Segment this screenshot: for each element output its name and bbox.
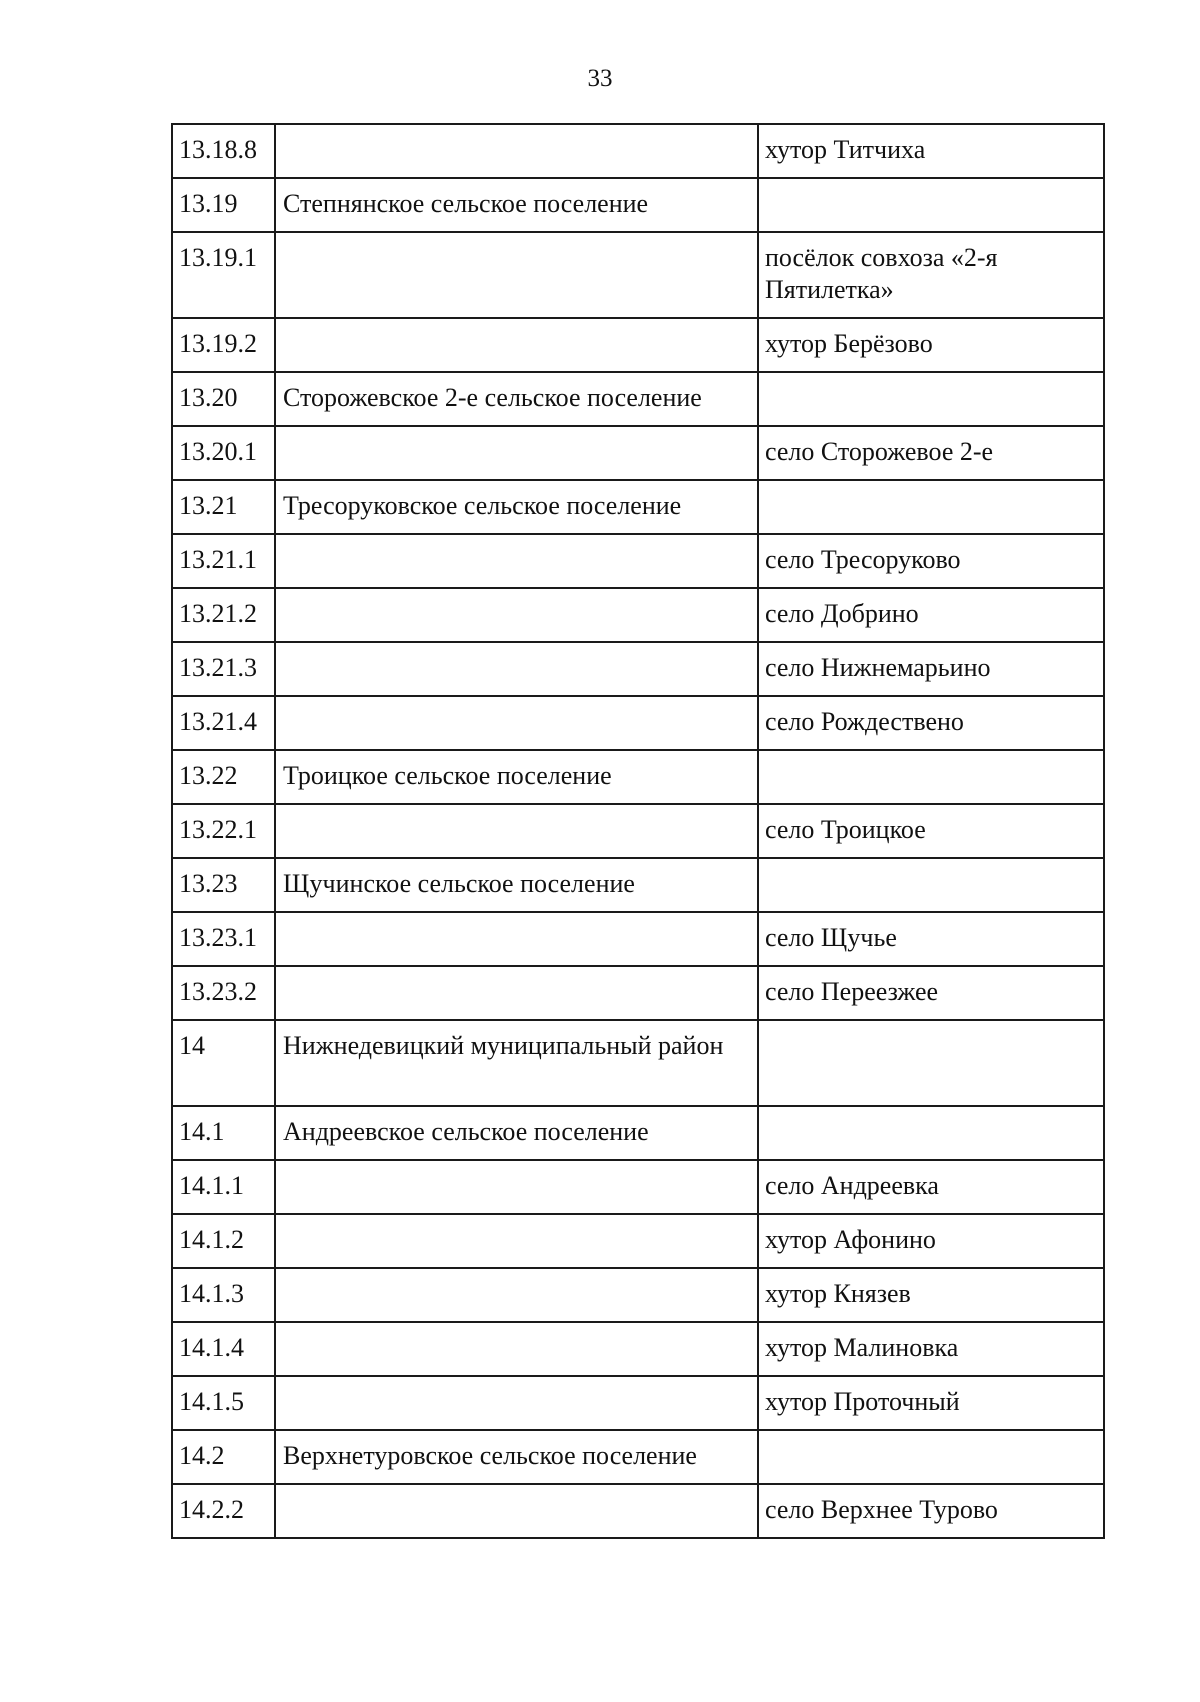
table-row <box>172 318 1104 372</box>
table-row <box>172 966 1104 1020</box>
settlement-cell <box>275 1376 758 1430</box>
locality-cell: село Тресоруково <box>758 534 1104 588</box>
locality-cell <box>758 178 1104 232</box>
settlement-cell: Сторожевское 2-е сельское поселение <box>275 372 758 426</box>
locality-cell: село Переезжее <box>758 966 1104 1020</box>
row-number-cell: 14.2.2 <box>172 1484 275 1538</box>
locality-cell <box>758 1020 1104 1106</box>
settlement-cell: Троицкое сельское поселение <box>275 750 758 804</box>
table-row <box>172 858 1104 912</box>
table-row <box>172 426 1104 480</box>
settlement-cell <box>275 318 758 372</box>
settlement-cell <box>275 804 758 858</box>
settlement-cell <box>275 124 758 178</box>
locality-cell <box>758 480 1104 534</box>
table-row <box>172 1268 1104 1322</box>
settlement-cell <box>275 1160 758 1214</box>
row-number-cell: 13.19.1 <box>172 232 275 318</box>
table-row <box>172 178 1104 232</box>
table-row <box>172 1106 1104 1160</box>
table-row <box>172 750 1104 804</box>
locality-cell: хутор Титчиха <box>758 124 1104 178</box>
settlement-cell <box>275 1322 758 1376</box>
settlement-cell: Щучинское сельское поселение <box>275 858 758 912</box>
settlement-cell <box>275 1214 758 1268</box>
row-number-cell: 14.1.3 <box>172 1268 275 1322</box>
settlement-cell <box>275 588 758 642</box>
table-row <box>172 912 1104 966</box>
settlement-cell: Тресоруковское сельское поселение <box>275 480 758 534</box>
row-number-cell: 13.21.1 <box>172 534 275 588</box>
settlement-cell: Нижнедевицкий муниципальный район <box>275 1020 758 1106</box>
locality-cell: хутор Берёзово <box>758 318 1104 372</box>
row-number-cell: 13.21 <box>172 480 275 534</box>
table-row <box>172 1430 1104 1484</box>
settlement-cell <box>275 534 758 588</box>
table-row <box>172 1020 1104 1106</box>
locality-cell: село Троицкое <box>758 804 1104 858</box>
row-number-cell: 14.1 <box>172 1106 275 1160</box>
table-row <box>172 804 1104 858</box>
row-number-cell: 14.1.4 <box>172 1322 275 1376</box>
table-row <box>172 480 1104 534</box>
row-number-cell: 14.1.2 <box>172 1214 275 1268</box>
table-row <box>172 232 1104 318</box>
row-number-cell: 13.22.1 <box>172 804 275 858</box>
page-number: 33 <box>587 65 613 92</box>
settlement-cell: Верхнетуровское сельское поселение <box>275 1430 758 1484</box>
locality-cell <box>758 750 1104 804</box>
table-row <box>172 696 1104 750</box>
table-row <box>172 1160 1104 1214</box>
locality-cell: посёлок совхоза «2-я Пятилетка» <box>758 232 1104 318</box>
locality-cell: хутор Афонино <box>758 1214 1104 1268</box>
row-number-cell: 14.1.5 <box>172 1376 275 1430</box>
locality-cell <box>758 1430 1104 1484</box>
settlement-cell <box>275 1268 758 1322</box>
table-row <box>172 1214 1104 1268</box>
row-number-cell: 13.19.2 <box>172 318 275 372</box>
table-row <box>172 124 1104 178</box>
row-number-cell: 13.19 <box>172 178 275 232</box>
settlement-cell: Степнянское сельское поселение <box>275 178 758 232</box>
row-number-cell: 13.22 <box>172 750 275 804</box>
locality-cell: село Щучье <box>758 912 1104 966</box>
settlements-table <box>171 123 1105 1539</box>
row-number-cell: 13.21.4 <box>172 696 275 750</box>
settlement-cell <box>275 912 758 966</box>
locality-cell: село Андреевка <box>758 1160 1104 1214</box>
row-number-cell: 13.23.2 <box>172 966 275 1020</box>
row-number-cell: 13.23 <box>172 858 275 912</box>
row-number-cell: 13.21.3 <box>172 642 275 696</box>
table-row <box>172 372 1104 426</box>
table-body <box>172 124 1104 1538</box>
table-row <box>172 1376 1104 1430</box>
settlement-cell: Андреевское сельское поселение <box>275 1106 758 1160</box>
settlement-cell <box>275 1484 758 1538</box>
locality-cell: село Рождествено <box>758 696 1104 750</box>
table-row <box>172 642 1104 696</box>
locality-cell: село Верхнее Турово <box>758 1484 1104 1538</box>
locality-cell <box>758 372 1104 426</box>
row-number-cell: 14.1.1 <box>172 1160 275 1214</box>
row-number-cell: 13.20.1 <box>172 426 275 480</box>
locality-cell <box>758 858 1104 912</box>
row-number-cell: 13.23.1 <box>172 912 275 966</box>
locality-cell: село Добрино <box>758 588 1104 642</box>
settlement-cell <box>275 966 758 1020</box>
locality-cell: хутор Князев <box>758 1268 1104 1322</box>
row-number-cell: 14.2 <box>172 1430 275 1484</box>
row-number-cell: 13.18.8 <box>172 124 275 178</box>
table-row <box>172 1322 1104 1376</box>
table-row <box>172 534 1104 588</box>
table-row <box>172 588 1104 642</box>
locality-cell <box>758 1106 1104 1160</box>
settlement-cell <box>275 642 758 696</box>
locality-cell: село Нижнемарьино <box>758 642 1104 696</box>
row-number-cell: 14 <box>172 1020 275 1106</box>
table-row <box>172 1484 1104 1538</box>
locality-cell: село Сторожевое 2-е <box>758 426 1104 480</box>
locality-cell: хутор Малиновка <box>758 1322 1104 1376</box>
settlement-cell <box>275 426 758 480</box>
locality-cell: хутор Проточный <box>758 1376 1104 1430</box>
row-number-cell: 13.20 <box>172 372 275 426</box>
settlement-cell <box>275 232 758 318</box>
row-number-cell: 13.21.2 <box>172 588 275 642</box>
settlement-cell <box>275 696 758 750</box>
